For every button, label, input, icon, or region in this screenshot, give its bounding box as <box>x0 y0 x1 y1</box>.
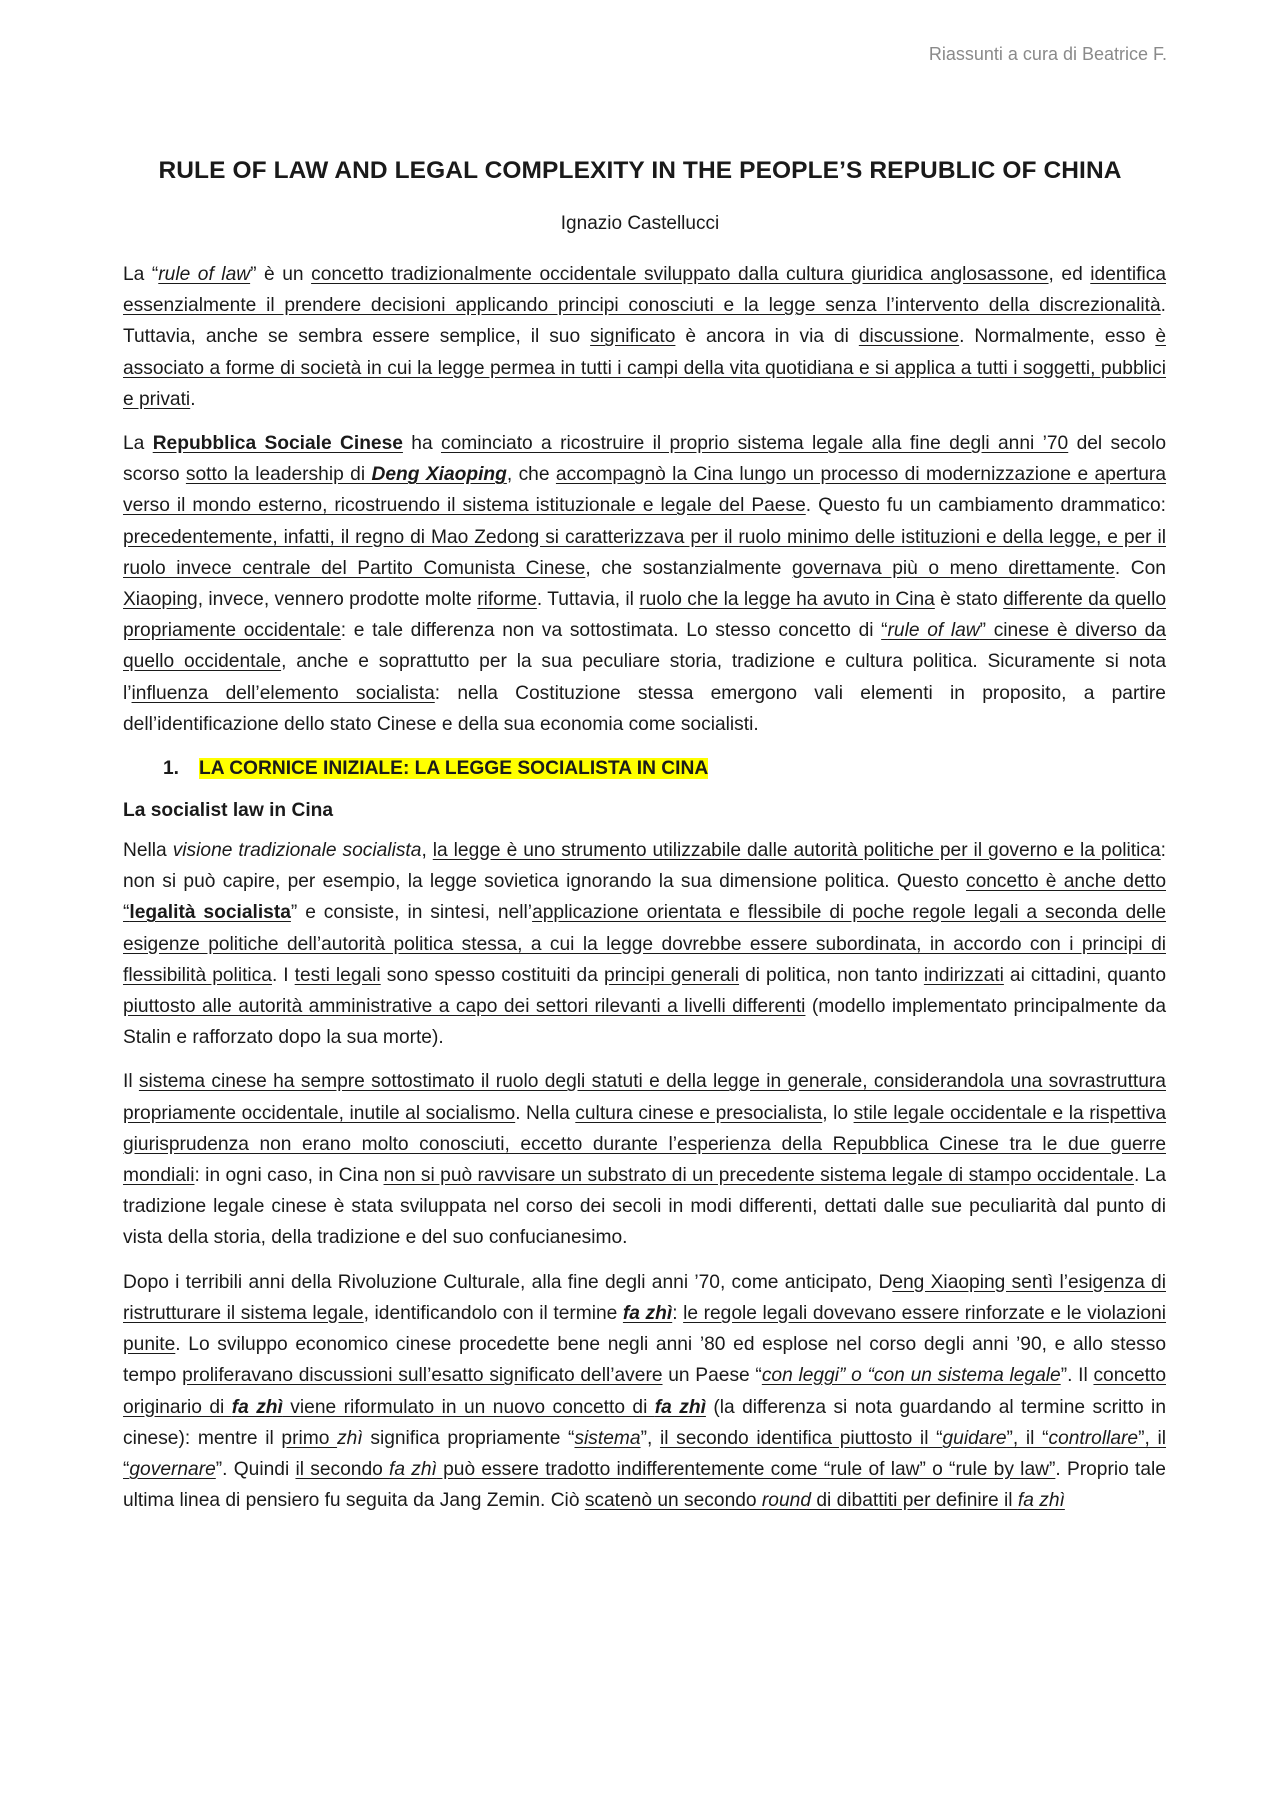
document-title: RULE OF LAW AND LEGAL COMPLEXITY IN THE PEOPLE’S REPUBLIC OF CHINA <box>158 157 1122 184</box>
page-header: Riassunti a cura di Beatrice F. <box>928 44 1167 64</box>
paragraph-intro: La “rule of law” è un concetto tradizionalmente occidentale sviluppato dalla cultura giuridica anglosassone, ed identifica essenzialmente il prendere decisioni applicando principi conosciuti e la legge senza l’intervento della discrezionalità. Tuttavia, anche se sembra essere semplice, il suo significato è ancora in via di discussione. Normalmente, esso è associato a forme di società in cui la legge permea in tutti i campi della vita quotidiana e si applica a tutti i soggetti, pubblici e privati. <box>123 264 1166 410</box>
section-heading-1 <box>123 753 1166 784</box>
paragraph-repubblica: La Repubblica Sociale Cinese ha cominciato a ricostruire il proprio sistema legale alla fine degli anni ’70 del secolo scorso sotto la leadership di Deng Xiaoping, che accompagnò la Cina lungo un processo di modernizzazione e apertura verso il mondo esterno, ricostruendo il sistema istituzionale e legale del Paese. Questo fu un cambiamento drammatico: precedentemente, infatti, il regno di Mao Zedong si caratterizzava per il ruolo minimo delle istituzioni e della legge, e per il ruolo invece centrale del Partito Comunista Cinese, che sostanzialmente governava più o meno direttamente. Con Xiaoping, invece, vennero prodotte molte riforme. Tuttavia, il ruolo che la legge ha avuto in Cina è stato differente da quello propriamente occidentale: e tale differenza non va sottostimata. Lo stesso concetto di “rule of law” cinese è diverso da quello occidentale, anche e soprattutto per la sua peculiare storia, tradizione e cultura politica. Sicuramente si nota l’influenza dell’elemento socialista: nella Costituzione stessa emergono vali elementi in proposito, a partire dell’identificazione dello stato Cinese e della sua economia come socialisti. <box>123 433 1167 735</box>
paragraph-sistema-cinese: Il sistema cinese ha sempre sottostimato il ruolo degli statuti e della legge in generale, considerandola una sovrastruttura propriamente occidentale, inutile al socialismo. Nella cultura cinese e presocialista, lo stile legale occidentale e la rispettiva giurisprudenza non erano molto conosciuti, eccetto durante l’esperienza della Repubblica Cinese tra le due guerre mondiali: in ogni caso, in Cina non si può ravvisare un substrato di un precedente sistema legale di stampo occidentale. La tradizione legale cinese è stata sviluppata nel corso dei secoli in modi differenti, dettati dalle sue peculiarità dal punto di vista della storia, della tradizione e del suo confucianesimo. <box>123 1071 1166 1249</box>
document-body <box>123 259 1166 1529</box>
document-author: Ignazio Castellucci <box>560 213 720 234</box>
section-title-highlighted: LA CORNICE INIZIALE: LA LEGGE SOCIALISTA IN CINA <box>199 758 709 780</box>
paragraph-fa-zhi: Dopo i terribili anni della Rivoluzione Culturale, alla fine degli anni ’70, come anticipato, Deng Xiaoping sentì l’esigenza di ristrutturare il sistema legale, identificandolo con il termine fa zhì: le regole legali dovevano essere rinforzate e le violazioni punite. Lo sviluppo economico cinese procedette bene negli anni ’80 ed esplose nel corso degli anni ’90, e allo stesso tempo proliferavano discussioni sull’esatto significato dell’avere un Paese “con leggi” o “con un sistema legale”. Il concetto originario di fa zhì viene riformulato in un nuovo concetto di fa zhì (la differenza si nota guardando al termine scritto in cinese): mentre il primo zhì significa propriamente “sistema”, il secondo identifica piuttosto il “guidare”, il “controllare”, il “governare”. Quindi il secondo fa zhì può essere tradotto indifferentemente come “rule of law” o “rule by law”. Proprio tale ultima linea di pensiero fu seguita da Jang Zemin. Ciò scatenò un secondo round di dibattiti per definire il fa zhì <box>123 1271 1167 1512</box>
section-number: 1. <box>163 758 180 780</box>
subheading: La socialist law in Cina <box>123 800 334 822</box>
paragraph-socialist-law: Nella visione tradizionale socialista, la legge è uno strumento utilizzabile dalle autorità politiche per il governo e la politica: non si può capire, per esempio, la legge sovietica ignorando la sua dimensione politica. Questo concetto è anche detto “legalità socialista” e consiste, in sintesi, nell’applicazione orientata e flessibile di poche regole legali a seconda delle esigenze politiche dell’autorità politica stessa, a cui la legge dovrebbe essere subordinata, in accordo con i principi di flessibilità politica. I testi legali sono spesso costituiti da principi generali di politica, non tanto indirizzati ai cittadini, quanto piuttosto alle autorità amministrative a capo dei settori rilevanti a livelli differenti (modello implementato principalmente da Stalin e rafforzato dopo la sua morte). <box>123 840 1167 1049</box>
